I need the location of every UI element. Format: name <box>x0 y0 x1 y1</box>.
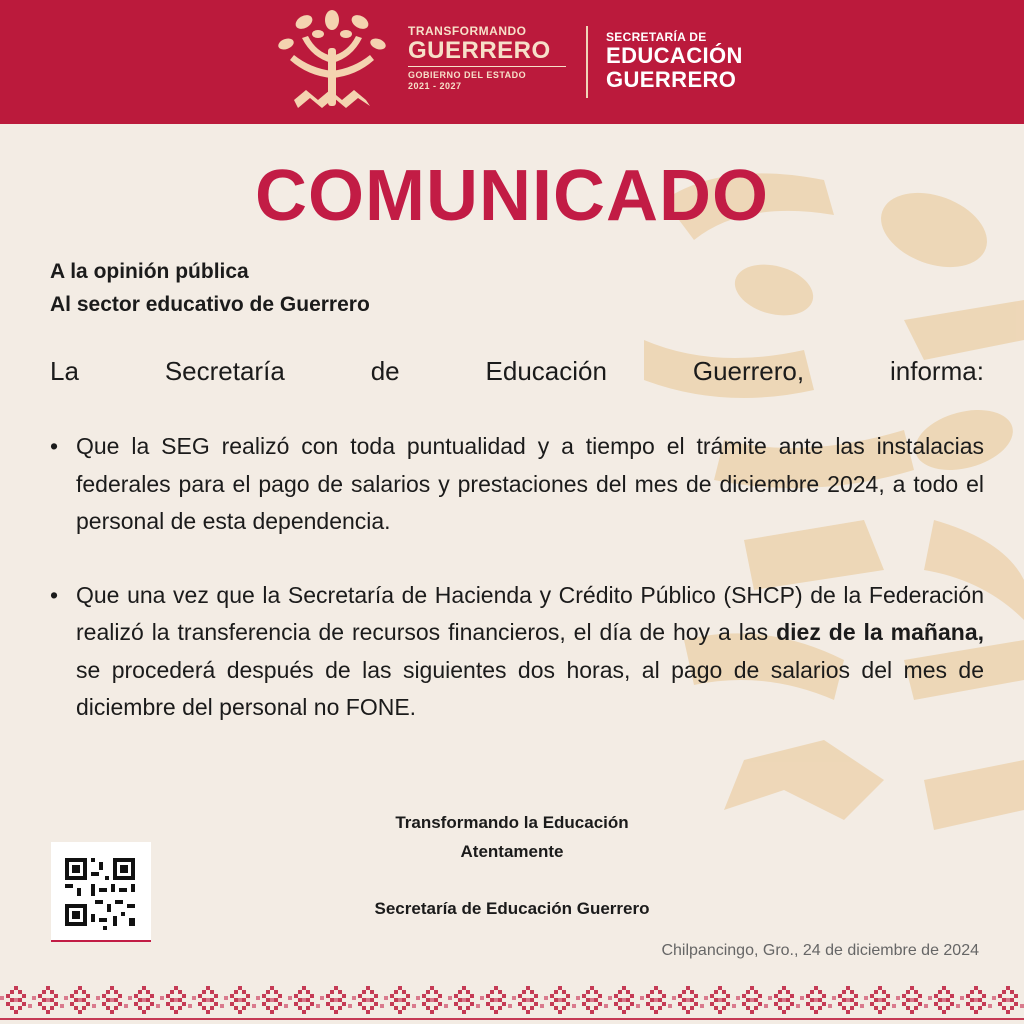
logo-rule <box>408 66 566 67</box>
statement-list <box>50 428 984 763</box>
secretariat-name-line1: EDUCACIÓN <box>606 43 743 68</box>
logo-years-text: 2021 - 2027 <box>408 81 462 91</box>
tree-emblem-icon <box>272 8 392 116</box>
intro-word: de <box>370 356 400 386</box>
signature-entity: Secretaría de Educación Guerrero <box>374 899 650 918</box>
secretariat-name-line2: GUERRERO <box>606 67 737 92</box>
intro-word: La <box>50 356 79 386</box>
statement-emphasis: diez de la mañana, <box>776 619 984 645</box>
statement-text: Que la SEG realizó con toda puntualidad y a tiempo el trámite ante las instalacias federales para el pago de salarios y prestaciones del mes de diciembre 2024, a todo el personal de esta dependencia. <box>76 433 984 534</box>
statement-item <box>50 428 984 541</box>
header-divider <box>586 26 588 98</box>
intro-line <box>50 352 984 390</box>
secretariat-logo <box>606 30 743 92</box>
page-title: COMUNICADO <box>255 156 769 236</box>
embroidery-border <box>0 982 1024 1024</box>
intro-word: Secretaría <box>164 356 285 386</box>
qr-code[interactable] <box>51 842 151 940</box>
addressee-line: A la opinión pública <box>50 260 249 283</box>
intro-word: informa: <box>890 356 984 386</box>
signature-motto: Transformando la Educación <box>395 813 629 832</box>
state-government-logo <box>408 24 566 92</box>
logo-sub-text: GOBIERNO DEL ESTADO <box>408 70 527 80</box>
logo-main-text: GUERRERO <box>408 37 551 64</box>
bullet-icon: • <box>50 581 59 608</box>
statement-item <box>50 577 984 727</box>
bullet-icon: • <box>50 433 59 459</box>
statement-text-after: se procederá después de las siguientes dos horas, al pago de salarios del mes de diciembre del personal no FONE. <box>76 656 984 720</box>
intro-word: Educación <box>485 356 607 386</box>
place-date: Chilpancingo, Gro., 24 de diciembre de 2024 <box>661 942 979 959</box>
addressees <box>50 255 370 321</box>
addressee-line: Al sector educativo de Guerrero <box>50 293 370 316</box>
header-banner <box>0 0 1024 124</box>
qr-underline <box>51 940 151 942</box>
secretariat-label: SECRETARÍA DE <box>606 30 707 44</box>
statement-text-before: Que una vez que la Secretaría de Hacienda y Crédito Público (SHCP) de la Federación realizó la transferencia de recursos financieros, el día de hoy a las <box>76 581 984 645</box>
signature-closing: Atentamente <box>460 842 564 861</box>
intro-word: Guerrero, <box>692 356 805 386</box>
logo-top-text: TRANSFORMANDO <box>408 24 527 38</box>
